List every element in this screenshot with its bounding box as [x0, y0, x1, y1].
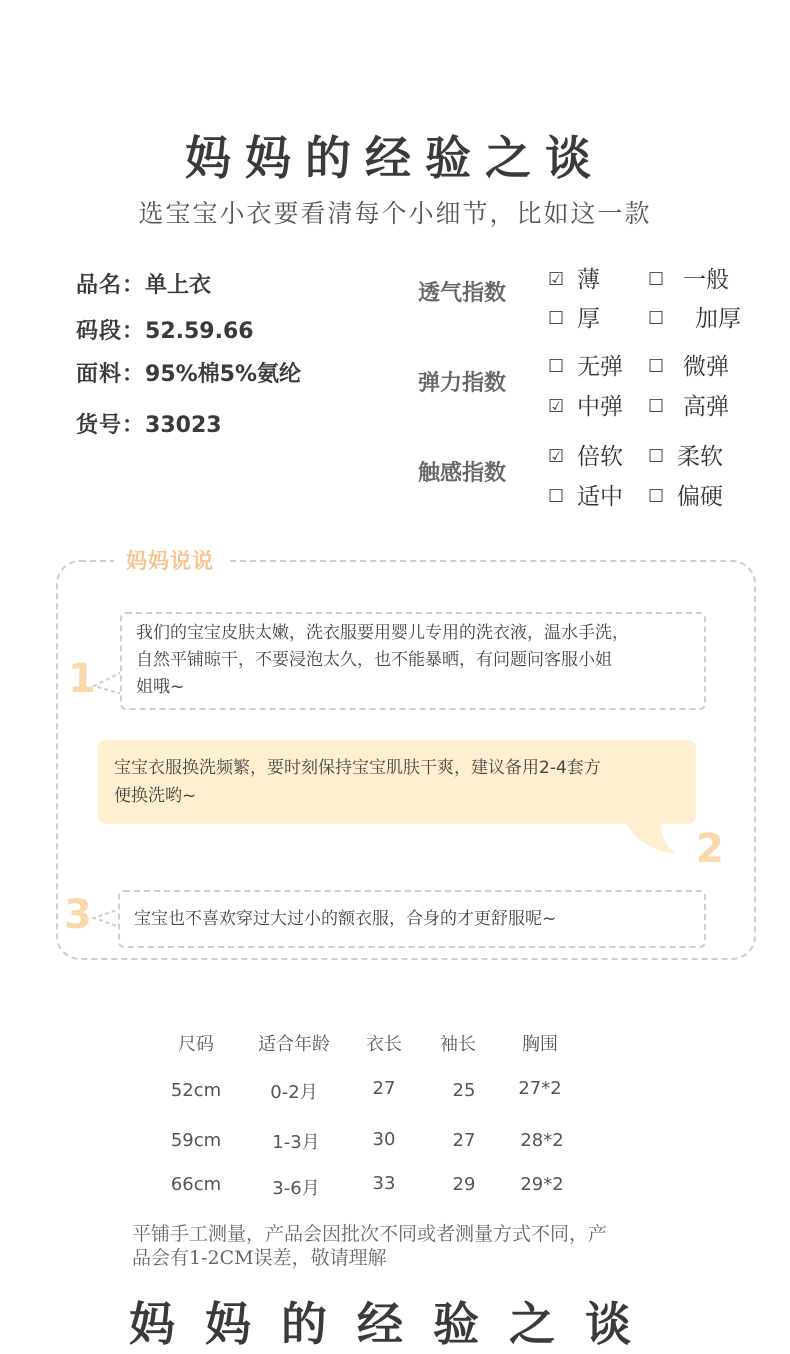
touch-index-label: 触感指数 — [418, 461, 507, 486]
note-line: 品会有1-2CM误差，敬请理解 — [132, 1247, 387, 1269]
table-cell: 59cm — [170, 1130, 222, 1151]
empty-box-icon: ☐ — [548, 356, 565, 377]
table-cell: 52cm — [170, 1080, 222, 1101]
product-fabric-row — [76, 357, 301, 388]
tip-bubble-1 — [120, 612, 706, 710]
index-option: ☑ 倍软 — [548, 444, 623, 470]
bubble-tail-icon — [620, 820, 680, 860]
measurement-note — [132, 1222, 672, 1270]
product-size-value: 52.59.66 — [145, 319, 254, 344]
table-cell: 28*2 — [520, 1130, 564, 1151]
tip-bubble-3 — [118, 890, 706, 948]
table-cell: 30 — [372, 1129, 396, 1150]
tip-line: 便换洗哟~ — [114, 786, 197, 806]
tip-line: 宝宝衣服换洗频繁，要时刻保持宝宝肌肤干爽，建议备用2-4套方 — [114, 758, 601, 778]
product-size-label: 码段： — [76, 319, 146, 344]
product-sku-row — [76, 408, 222, 439]
product-sku-label: 货号： — [76, 413, 146, 438]
product-fabric-value: 95%棉5%氨纶 — [145, 362, 302, 387]
product-sku-value: 33023 — [145, 413, 222, 438]
table-cell: 27 — [372, 1078, 396, 1099]
table-header: 衣长 — [366, 1034, 402, 1055]
table-cell: 27*2 — [518, 1078, 562, 1099]
table-header: 适合年龄 — [258, 1034, 330, 1055]
empty-box-icon: ☐ — [648, 396, 665, 417]
tip-number-3: 3 — [64, 892, 92, 938]
table-cell: 29*2 — [520, 1174, 564, 1195]
table-header: 袖长 — [440, 1034, 476, 1055]
table-cell: 25 — [452, 1080, 476, 1101]
product-fabric-label: 面料： — [76, 362, 146, 387]
product-name-label: 品名： — [76, 273, 146, 298]
empty-box-icon: ☐ — [648, 486, 665, 507]
table-cell: 66cm — [170, 1174, 222, 1195]
index-option: ☐ 加厚 — [648, 306, 741, 332]
product-name-row — [76, 268, 211, 299]
index-option: ☐ 微弹 — [648, 354, 729, 380]
mom-says-title: 妈妈说说 — [114, 545, 226, 575]
tip-number-2: 2 — [696, 826, 724, 872]
index-option: ☐ 偏硬 — [648, 484, 723, 510]
table-cell: 0-2月 — [270, 1082, 318, 1103]
table-header: 胸围 — [522, 1034, 558, 1055]
empty-box-icon: ☐ — [548, 486, 565, 507]
empty-box-icon: ☐ — [648, 446, 665, 467]
tip-line: 自然平铺晾干，不要浸泡太久，也不能暴晒，有问题问客服小姐 — [136, 650, 612, 670]
index-option: ☐ 适中 — [548, 484, 623, 510]
index-option: ☐ 高弹 — [648, 394, 729, 420]
product-size-row — [76, 314, 254, 345]
table-header: 尺码 — [178, 1034, 214, 1055]
table-cell: 29 — [452, 1174, 476, 1195]
breathability-index-label: 透气指数 — [418, 281, 507, 306]
page-title: 妈妈的经验之谈 — [185, 131, 605, 185]
next-section-title: 妈妈的经验之谈 — [129, 1297, 661, 1351]
tip-number-1: 1 — [68, 656, 96, 702]
empty-box-icon: ☐ — [648, 308, 665, 329]
index-option: ☐ 一般 — [648, 267, 729, 293]
page-subtitle: 选宝宝小衣要看清每个小细节，比如这一款 — [138, 199, 652, 228]
index-option: ☐ 柔软 — [648, 444, 723, 470]
table-cell: 3-6月 — [272, 1178, 320, 1199]
empty-box-icon: ☐ — [548, 308, 565, 329]
table-cell: 27 — [452, 1130, 476, 1151]
empty-box-icon: ☐ — [648, 356, 665, 377]
index-option: ☑ 薄 — [548, 267, 600, 293]
note-line: 平铺手工测量，产品会因批次不同或者测量方式不同，产 — [132, 1223, 608, 1245]
product-name-value: 单上衣 — [145, 273, 212, 298]
tip-bubble-2 — [98, 740, 696, 824]
checked-box-icon: ☑ — [548, 446, 565, 467]
table-cell: 33 — [372, 1173, 396, 1194]
tip-line: 宝宝也不喜欢穿过大过小的额衣服，合身的才更舒服呢~ — [134, 909, 557, 929]
checked-box-icon: ☑ — [548, 269, 565, 290]
index-option: ☐ 厚 — [548, 306, 600, 332]
index-option: ☑ 中弹 — [548, 394, 623, 420]
index-option: ☐ 无弹 — [548, 354, 623, 380]
tip-line: 姐哦~ — [136, 677, 185, 697]
elasticity-index-label: 弹力指数 — [418, 371, 507, 396]
empty-box-icon: ☐ — [648, 269, 665, 290]
table-cell: 1-3月 — [272, 1132, 320, 1153]
checked-box-icon: ☑ — [548, 396, 565, 417]
tip-line: 我们的宝宝皮肤太嫩，洗衣服要用婴儿专用的洗衣液，温水手洗， — [136, 623, 629, 643]
